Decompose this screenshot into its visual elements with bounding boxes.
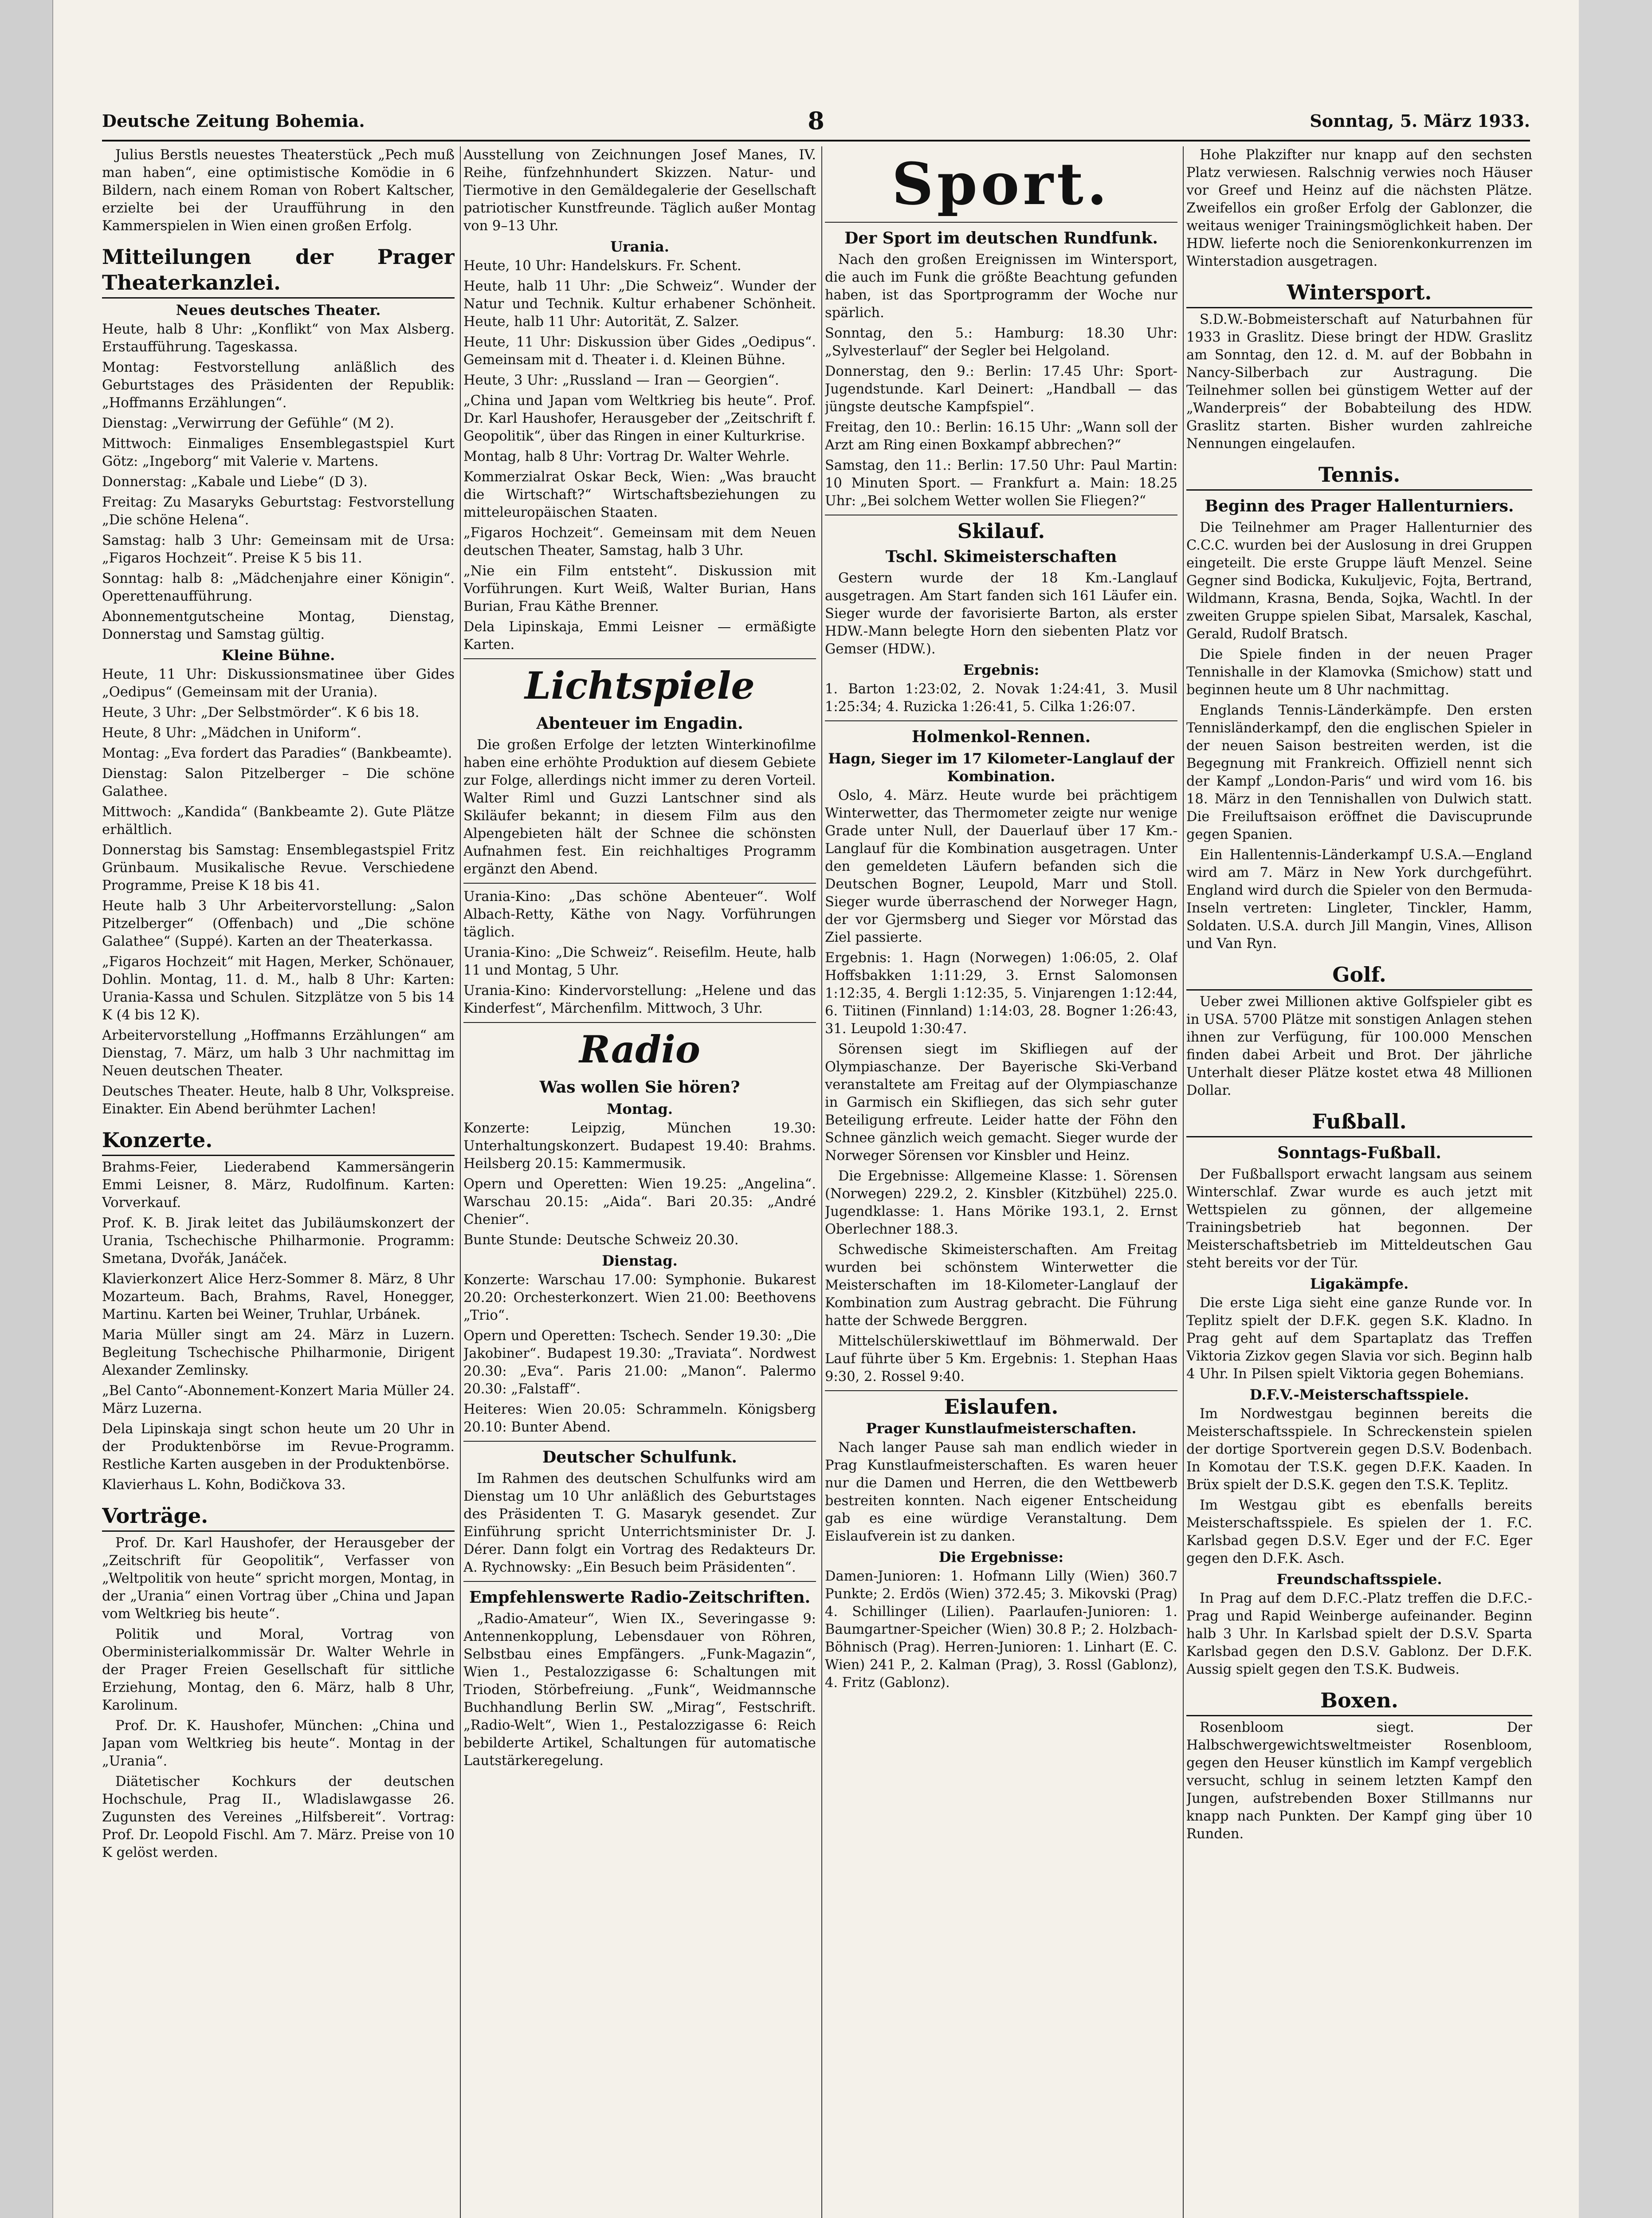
list-item: Heute, halb 11 Uhr: „Die Schweiz“. Wunder der Natur und Technik. Kultur erhabener Schönheit. Heute, halb 11 Uhr: Autorität, Z. Salzer. bbox=[463, 279, 816, 330]
holmenkol-subheading: Hagn, Sieger im 17 Kilometer-Langlauf der Kombination. bbox=[828, 750, 1174, 785]
garmisch-text: Sörensen siegt im Skifliegen auf der Olympiaschanze. Der Bayerische Ski-Verband veranstaltete am Freitag auf der Olympiaschanze in Garmisch ein Skifliegen, das sich sehr guter Beteiligung erfreute. Leider hatte der Föhn den Schnee gänzlich weich gemacht. Sieger wurde der Norweger Sörensen vor Kinsbler und Heinz. bbox=[825, 1042, 1177, 1164]
list-item: Abonnementgutscheine Montag, Dienstag, Donnerstag und Samstag gültig. bbox=[102, 609, 455, 642]
divider bbox=[825, 720, 1177, 721]
divider bbox=[463, 658, 816, 659]
ergebnisse-heading: Die Ergebnisse: bbox=[938, 1549, 1064, 1565]
col4-intro: Hohe Plakzifter nur knapp auf den sechsten Platz verwiesen. Ralschnig verwies noch Häuser vor Greef und Heinz auf die nächsten Plätze. Zweifellos ein großer Erfolg der Gablonzer, die weitaus weniger Trainingsmöglichkeit haben. Der HDW. lieferte noch die Seniorenkonkurrenzen im Winterstadion ausgetragen. bbox=[1186, 147, 1532, 269]
meister-heading: Tschl. Skimeisterschaften bbox=[885, 547, 1117, 566]
zeitschriften-heading: Empfehlenswerte Radio-Zeitschriften. bbox=[469, 1588, 811, 1607]
list-item: Heute, halb 8 Uhr: „Konflikt“ von Max Alsberg. Erstaufführung. Tageskassa. bbox=[102, 322, 455, 355]
issue-date: Sonntag, 5. März 1933. bbox=[1310, 111, 1530, 131]
radio-subheading: Was wollen Sie hören? bbox=[539, 1078, 740, 1097]
film-review: Die großen Erfolge der letzten Winterkinofilme haben eine erhöhte Produktion auf diesem Gebiete zur Folge, allerdings nicht immer zu deren Vorteil. Walter Riml und Guzzi Lantschner sind als Skiläufer bekannt; in diesem Film aus den Alpengebieten hält der Schnee die schönsten Aufnahmen fest. Ein reichhaltiges Programm ergänzt den Abend. bbox=[463, 737, 816, 877]
list-item: „China und Japan vom Weltkrieg bis heute“. Prof. Dr. Karl Haushofer, Herausgeber der „Zeitschrift f. Geopolitik“, über das Ringen in einer Kulturkrise. bbox=[463, 393, 816, 444]
section-konzerte-heading: Konzerte. bbox=[102, 1127, 455, 1156]
eislaufen-subheading: Prager Kunstlaufmeisterschaften. bbox=[866, 1420, 1137, 1437]
list-item: Heute, 8 Uhr: „Mädchen in Uniform“. bbox=[102, 725, 361, 741]
theater-subheading: Neues deutsches Theater. bbox=[176, 302, 381, 319]
column-2 bbox=[463, 146, 816, 2218]
sport-heading: Sport. bbox=[891, 150, 1111, 218]
schulfunk-heading: Deutscher Schulfunk. bbox=[542, 1448, 737, 1467]
fussball-subheading: Sonntags-Fußball. bbox=[1277, 1144, 1441, 1162]
column-1 bbox=[102, 146, 455, 2218]
list-item: Kommerzialrat Oskar Beck, Wien: „Was braucht die Wirtschaft?“ Wirtschaftsbeziehungen zu mitteleuropäischen Staaten. bbox=[463, 469, 816, 520]
list-item: Prof. K. B. Jirak leitet das Jubiläumskonzert der Urania, Tschechische Philharmonie. Programm: Smetana, Dvořák, Janáček. bbox=[102, 1215, 455, 1266]
list-item: Prof. Dr. K. Haushofer, München: „China und Japan vom Weltkrieg bis heute“. Montag in der „Urania“. bbox=[102, 1718, 455, 1769]
skilauf-heading: Skilauf. bbox=[957, 519, 1045, 543]
section-theater-heading: Mitteilungen der Prager Theaterkanzlei. bbox=[102, 244, 455, 299]
list-item: Urania-Kino: „Das schöne Abenteuer“. Wolf Albach-Retty, Käthe von Nagy. Vorführungen täglich. bbox=[463, 889, 816, 940]
list-item: Dela Lipinskaja, Emmi Leisner — ermäßigte Karten. bbox=[463, 619, 816, 653]
boxen-heading: Boxen. bbox=[1186, 1687, 1532, 1716]
list-item: Dela Lipinskaja singt schon heute um 20 Uhr in der Produktenbörse im Revue-Programm. Restliche Karten ausgeben in der Produktenbörse. bbox=[102, 1421, 455, 1472]
dfb-text-2: Im Westgau gibt es ebenfalls bereits Meisterschaftsspiele. Es spielen der 1. F.C. Karlsbad gegen D.S.V. Eger und der F.C. Eger gegen den D.F.K. Asch. bbox=[1186, 1498, 1532, 1566]
list-item: Montag: „Eva fordert das Paradies“ (Bankbeamte). bbox=[102, 746, 452, 761]
list-item: Heute halb 3 Uhr Arbeitervorstellung: „Salon Pitzelberger“ (Offenbach) und „Die schöne Galathee“ (Suppé). Karten an der Theaterkassa. bbox=[102, 898, 455, 949]
scan-left-edge bbox=[0, 0, 53, 2218]
list-item: Arbeitervorstellung „Hoffmanns Erzählungen“ am Dienstag, 7. März, um halb 3 Uhr nachmittag im Neuen deutschen Theater. bbox=[102, 1028, 455, 1079]
list-item: „Figaros Hochzeit“ mit Hagen, Merker, Schönauer, Dohlin. Montag, 11. d. M., halb 8 Uhr: Karten: Urania-Kassa und Schulen. Sitzplätze von 5 bis 14 K (4 bis 12 K). bbox=[102, 954, 455, 1023]
theater-intro: Julius Berstls neuestes Theaterstück „Pech muß man haben“, eine optimistische Komödie in 6 Bildern, nach einem Roman von Robert Kaltscher, erzielte bei der Uraufführung in den Kammerspielen in Wien einen großen Erfolg. bbox=[102, 147, 455, 234]
england-text: Englands Tennis-Länderkämpfe. Den ersten Tennisländerkampf, den die englischen Spieler in der neuen Saison bestreiten werden, ist die Begegnung mit Frankreich. Offiziell nennt sich der Kampf „London-Paris“ und wird vom 16. bis 18. März in den Tennishallen von Dulwich statt. Die Freiluftsaison eröffnet die Daviscuprunde gegen Spanien. bbox=[1186, 703, 1532, 842]
list-item: Bunte Stunde: Deutsche Schweiz 20.30. bbox=[463, 1232, 739, 1248]
golf-heading: Golf. bbox=[1186, 962, 1532, 991]
freundschaft-heading: Freundschaftsspiele. bbox=[1276, 1571, 1442, 1588]
paper-name: Deutsche Zeitung Bohemia. bbox=[102, 111, 365, 131]
list-item: Heute, 11 Uhr: Diskussion über Gides „Oedipus“. Gemeinsam mit d. Theater i. d. Kleinen Bühne. bbox=[463, 334, 816, 368]
boxen-text: Rosenbloom siegt. Der Halbschwergewichtsweltmeister Rosenbloom, gegen den Heuser künstlich im Kampf vergeblich versucht, schlug in seinem letzten Kampf den Jungen, aufstrebenden Boxer Stillmanns nur knapp nach Punkten. Der Kampf ging über 10 Runden. bbox=[1186, 1720, 1532, 1842]
fussball-text: Der Fußballsport erwacht langsam aus seinem Winterschlaf. Zwar wurde es auch jetzt mit Wettspielen zu gönnen, der allgemeine Trainingsbetrieb hat begonnen. Der Meisterschaftsbetrieb im Mitteldeutschen Gau steht bereits vor der Tür. bbox=[1186, 1167, 1532, 1271]
list-item: Opern und Operetten: Tschech. Sender 19.30: „Die Jakobiner“. Budapest 19.30: „Traviata“. Nordwest 20.30: „Eva“. Paris 21.00: „Manon“. Palermo 20.30: „Falstaff“. bbox=[463, 1328, 816, 1397]
golf-text: Ueber zwei Millionen aktive Golfspieler gibt es in USA. 5700 Plätze mit sonstigen Anlagen stehen ihnen zur Verfügung, für 100.000 Menschen finden dabei Arbeit und Brot. Der jährliche Unterhalt dieser Plätze kostet etwa 48 Millionen Dollar. bbox=[1186, 994, 1532, 1098]
list-item: Montag: Festvorstellung anläßlich des Geburtstages des Präsidenten der Republik: „Hoffmanns Erzählungen“. bbox=[102, 360, 455, 411]
list-item: Heiteres: Wien 20.05: Schrammeln. Königsberg 20.10: Bunter Abend. bbox=[463, 1402, 816, 1435]
freundschaft-text: In Prag auf dem D.F.C.-Platz treffen die D.F.C.-Prag und Rapid Weinberge aufeinander. Beginn halb 3 Uhr. In Karlsbad spielt der D.S.V. Sparta Karlsbad gegen den D.S.V. Gablonz. Der D.F.K. Aussig spielt gegen den T.S.K. Budweis. bbox=[1186, 1591, 1532, 1677]
list-item: Dienstag: Salon Pitzelberger – Die schöne Galathee. bbox=[102, 766, 455, 799]
kleine-buehne-heading: Kleine Bühne. bbox=[221, 647, 335, 664]
divider bbox=[463, 1441, 816, 1442]
ergebnisse-list: Damen-Junioren: 1. Hofmann Lilly (Wien) 360.7 Punkte; 2. Erdös (Wien) 372.45; 3. Mikovski (Prag) 4. Schillinger (Lilien). Paarlaufen-Junioren: 1. Baumgartner-Speicher (Wien) 30.8 P.; 2. Holzbach-Böhnisch (Prag). Herren-Junioren: 1. Linhart (E. C. Wien) 241 P., 2. Kalman (Prag), 3. Rossl (Gablonz), 4. Fritz (Gablonz). bbox=[825, 1569, 1177, 1691]
column-3 bbox=[825, 146, 1177, 2218]
fussball-heading: Fußball. bbox=[1186, 1109, 1532, 1137]
liga-text: Die erste Liga sieht eine ganze Runde vor. In Teplitz spielt der D.F.K. gegen S.K. Kladno. In Prag geht auf dem Spartaplatz das Treffen Viktoria Zizkov gegen Slavia vor sich. Beginn halb 4 Uhr. In Pilsen spielt Viktoria gegen Bohemians. bbox=[1186, 1295, 1532, 1382]
list-item: Montag, halb 8 Uhr: Vortrag Dr. Walter Wehrle. bbox=[463, 449, 790, 464]
column-divider bbox=[460, 146, 461, 2218]
meister-text: Gestern wurde der 18 Km.-Langlauf ausgetragen. Am Start fanden sich 161 Läufer ein. Sieger wurde der favorisierte Barton, als erster HDW.-Mann belegte Horn den siebenten Platz vor Gemser (HDW.). bbox=[825, 570, 1177, 657]
column-divider bbox=[1183, 146, 1184, 2218]
list-item: Sonntag, den 5.: Hamburg: 18.30 Uhr: „Sylvesterlauf“ der Segler bei Helgoland. bbox=[825, 326, 1177, 359]
list-item: Ausstellung von Zeichnungen Josef Manes, IV. Reihe, fünfzehnhundert Skizzen. Natur- und Tiermotive in den Gemäldegalerie der Gesellschaft patriotischer Kunstfreunde. Täglich außer Montag von 9–13 Uhr. bbox=[463, 147, 816, 234]
ergebnis-label: Ergebnis: bbox=[963, 661, 1040, 678]
list-item: Konzerte: Warschau 17.00: Symphonie. Bukarest 20.20: Orchesterkonzert. Wien 21.00: Beethovens „Trio“. bbox=[463, 1272, 816, 1323]
list-item: „Bel Canto“-Abonnement-Konzert Maria Müller 24. März Luzerna. bbox=[102, 1383, 455, 1416]
list-item: Donnerstag, den 9.: Berlin: 17.45 Uhr: Sport-Jugendstunde. Karl Deinert: „Handball — das jüngste deutsche Kampfspiel“. bbox=[825, 364, 1177, 415]
list-item: Prof. Dr. Karl Haushofer, der Herausgeber der „Zeitschrift für Geopolitik“, Verfasser von „Weltpolitik von heute“ spricht morgen, Montag, in der „Urania“ einen Vortrag über „China und Japan vom Weltkrieg bis heute“. bbox=[102, 1535, 455, 1622]
radio-day-heading: Dienstag. bbox=[602, 1252, 678, 1269]
tennis-subheading: Beginn des Prager Hallenturniers. bbox=[1205, 497, 1514, 515]
radio-day-heading: Montag. bbox=[606, 1101, 673, 1117]
boehmerwald-text: Mittelschülerskiwettlauf im Böhmerwald. Der Lauf führte über 5 Km. Ergebnis: 1. Stephan Haas 9:30, 2. Rossel 9:40. bbox=[825, 1333, 1177, 1384]
tennis-heading: Tennis. bbox=[1186, 462, 1532, 491]
list-item: Konzerte: Leipzig, München 19.30: Unterhaltungskonzert. Budapest 19.40: Brahms. Heilsberg 20.15: Kammermusik. bbox=[463, 1121, 816, 1172]
holmenkol-text: Oslo, 4. März. Heute wurde bei prächtigem Winterwetter, das Thermometer zeigte nur wenige Grade unter Null, der Dauerlauf über 17 Km.-Langlauf für die Kombination ausgetragen. Unter den gemeldeten Läufern befanden sich die Deutschen Bogner, Leupold, Marr und Stoll. Sieger wurde überraschend der Norweger Hagn, der vor Gjermsberg und Sieger vor Mörstad das Ziel passierte. bbox=[825, 788, 1177, 945]
divider bbox=[825, 1390, 1177, 1391]
list-item: Heute, 3 Uhr: „Der Selbstmörder“. K 6 bis 18. bbox=[102, 705, 420, 720]
list-item: Heute, 3 Uhr: „Russland — Iran — Georgien“. bbox=[463, 373, 779, 388]
divider bbox=[825, 222, 1177, 223]
wintersport-heading: Wintersport. bbox=[1186, 279, 1532, 308]
masthead bbox=[102, 106, 1530, 138]
list-item: Dienstag: „Verwirrung der Gefühle“ (M 2). bbox=[102, 416, 394, 431]
divider bbox=[463, 883, 816, 884]
list-item: Brahms-Feier, Liederabend Kammersängerin Emmi Leisner, 8. März, Rudolfinum. Karten: Vorverkauf. bbox=[102, 1160, 455, 1211]
list-item: Maria Müller singt am 24. März in Luzern. Begleitung Tschechische Philharmonie, Dirigent Alexander Zemlinsky. bbox=[102, 1327, 455, 1378]
list-item: Samstag: halb 3 Uhr: Gemeinsam mit de Ursa: „Figaros Hochzeit“. Preise K 5 bis 11. bbox=[102, 533, 455, 566]
film-title: Abenteuer im Engadin. bbox=[536, 714, 743, 733]
eislaufen-text: Nach langer Pause sah man endlich wieder in Prag Kunstlaufmeisterschaften. Es waren heuer nur die Damen und Herren, die den Wettbewerb bestreiten konnten. Nach eigener Entscheidung gab es eine würdige Veranstaltung. Dem Eislaufverein ist zu danken. bbox=[825, 1440, 1177, 1544]
section-vortraege-heading: Vorträge. bbox=[102, 1503, 455, 1532]
rundfunk-text: Nach den großen Ereignissen im Wintersport, die auch im Funk die größte Beachtung gefunden haben, ist das Sportprogramm der Woche nur spärlich. bbox=[825, 252, 1177, 321]
list-item: „Nie ein Film entsteht“. Diskussion mit Vorführungen. Kurt Weiß, Walter Burian, Hans Burian, Frau Käthe Brenner. bbox=[463, 563, 816, 614]
scan-right-edge bbox=[1579, 0, 1652, 2218]
holmenkol-heading: Holmenkol-Rennen. bbox=[911, 728, 1091, 746]
list-item: Donnerstag: „Kabale und Liebe“ (D 3). bbox=[102, 474, 368, 490]
divider bbox=[463, 1581, 816, 1582]
dfb-heading: D.F.V.-Meisterschaftsspiele. bbox=[1249, 1386, 1469, 1403]
newspaper-page bbox=[53, 0, 1579, 2218]
divider bbox=[463, 1022, 816, 1023]
masthead-rule bbox=[102, 140, 1530, 142]
list-item: Urania-Kino: Kindervorstellung: „Helene und das Kinderfest“, Märchenfilm. Mittwoch, 3 Uhr. bbox=[463, 983, 816, 1016]
lichtspiele-heading: Lichtspiele bbox=[525, 664, 755, 708]
list-item: Diätetischer Kochkurs der deutschen Hochschule, Prag II., Wladislawgasse 26. Zugunsten des Vereines „Hilfsbereit“. Vortrag: Prof. Dr. Leopold Fischl. Am 7. März. Preise von 10 K gelöst werden. bbox=[102, 1774, 455, 1860]
eislaufen-heading: Eislaufen. bbox=[944, 1395, 1059, 1419]
ergebnis-text: 1. Barton 1:23:02, 2. Novak 1:24:41, 3. Musil 1:25:34; 4. Ruzicka 1:26:41, 5. Cilka 1:26:07. bbox=[825, 681, 1177, 715]
list-item: Klavierkonzert Alice Herz-Sommer 8. März, 8 Uhr Mozarteum. Bach, Brahms, Ravel, Honegger, Martinu. Karten bei Weiner, Truhlar, Urbánek. bbox=[102, 1271, 455, 1322]
zeitschriften-text: „Radio-Amateur“, Wien IX., Severingasse 9: Antennenkopplung, Lebensdauer von Röhren, Selbstbau eines Empfängers. „Funk-Magazin“, Wien 1., Pestalozzigasse 6: Schaltungen mit Trioden, Störbefreiung. „Funk“, Weidmannsche Buchhandlung Berlin SW. „Mirag“, Festschrift. „Radio-Welt“, Wien 1., Pestalozzigasse 6: Reich bebilderte Artikel, Schaltungen für automatische Lautstärkeregelung. bbox=[463, 1611, 816, 1769]
list-item: Klavierhaus L. Kohn, Bodičkova 33. bbox=[102, 1477, 346, 1493]
column-divider bbox=[821, 146, 822, 2218]
rundfunk-heading: Der Sport im deutschen Rundfunk. bbox=[844, 229, 1158, 248]
list-item: Freitag, den 10.: Berlin: 16.15 Uhr: „Wann soll der Arzt am Ring einen Boxkampf abbrechen?“ bbox=[825, 420, 1177, 453]
tennis-text-2: Die Spiele finden in der neuen Prager Tennishalle in der Klamovka (Smichow) statt und beginnen heute um 8 Uhr nachmittag. bbox=[1186, 647, 1532, 698]
dfb-text: Im Nordwestgau beginnen bereits die Meisterschaftsspiele. In Schreckenstein spielen der dortige Sportverein gegen D.S.V. Bodenbach. In Komotau der T.S.K. gegen D.F.K. Kaaden. In Brüx spielt der D.S.K. gegen den T.S.K. Teplitz. bbox=[1186, 1406, 1532, 1493]
list-item: Deutsches Theater. Heute, halb 8 Uhr, Volkspreise. Einakter. Ein Abend berühmter Lachen! bbox=[102, 1084, 455, 1117]
wintersport-text: S.D.W.-Bobmeisterschaft auf Naturbahnen für 1933 in Graslitz. Diese bringt der HDW. Graslitz am Sonntag, den 12. d. M. auf der Bobbahn in Nancy-Silberbach zur Austragung. Die Teilnehmer sollen bei günstigem Wetter auf der „Wanderpreis“ der Bobabteilung des HDW. Graslitz starten. Bisher wurden zahlreiche Nennungen eingelaufen. bbox=[1186, 312, 1532, 452]
list-item: Freitag: Zu Masaryks Geburtstag: Festvorstellung „Die schöne Helena“. bbox=[102, 495, 455, 528]
page-number: 8 bbox=[808, 106, 824, 135]
list-item: „Figaros Hochzeit“. Gemeinsam mit dem Neuen deutschen Theater, Samstag, halb 3 Uhr. bbox=[463, 525, 816, 558]
ergebnisse-text: Die Ergebnisse: Allgemeine Klasse: 1. Sörensen (Norwegen) 229.2, 2. Kinsbler (Kitzbühel) 225.0. Jugendklasse: 1. Hans Mörike 193.1, 2. Ernst Oberlechner 188.3. bbox=[825, 1168, 1177, 1237]
holmenkol-result: Ergebnis: 1. Hagn (Norwegen) 1:06:05, 2. Olaf Hoffsbakken 1:11:29, 3. Ernst Salomonsen 1:12:35, 4. Bergli 1:12:35, 5. Vinjarengen 1:12:44, 6. Tiitinen (Finnland) 1:14:03, 28. Bogner 1:26:43, 31. Leupold 1:30:47. bbox=[825, 950, 1177, 1037]
tennis-text: Die Teilnehmer am Prager Hallenturnier des C.C.C. wurden bei der Auslosung in drei Gruppen eingeteilt. Die erste Gruppe läuft Menzel. Seine Gegner sind Bodicka, Kukuljevic, Fojta, Bertrand, Wildmann, Krasna, Benda, Sojka, Wachtl. In der zweiten Gruppe spielen Sibat, Marsalek, Kaschal, Gerald, Rudolf Bratsch. bbox=[1186, 520, 1532, 642]
liga-heading: Ligakämpfe. bbox=[1310, 1275, 1409, 1292]
list-item: Opern und Operetten: Wien 19.25: „Angelina“. Warschau 20.15: „Aida“. Bari 20.35: „André Chenier“. bbox=[463, 1176, 816, 1227]
list-item: Politik und Moral, Vortrag von Oberministerialkommissär Dr. Walter Wehrle in der Prager Freien Gesellschaft für sittliche Erziehung, Montag, den 6. März, halb 8 Uhr, Karolinum. bbox=[102, 1627, 455, 1713]
list-item: Heute, 10 Uhr: Handelskurs. Fr. Schent. bbox=[463, 258, 742, 274]
list-item: Mittwoch: Einmaliges Ensemblegastspiel Kurt Götz: „Ingeborg“ mit Valerie v. Martens. bbox=[102, 436, 455, 469]
list-item: Donnerstag bis Samstag: Ensemblegastspiel Fritz Grünbaum. Musikalische Revue. Verschiedene Programme, Preise K 18 bis 41. bbox=[102, 842, 455, 893]
list-item: Sonntag: halb 8: „Mädchenjahre einer Königin“. Operettenaufführung. bbox=[102, 571, 455, 604]
list-item: Urania-Kino: „Die Schweiz“. Reisefilm. Heute, halb 11 und Montag, 5 Uhr. bbox=[463, 945, 816, 978]
list-item: Mittwoch: „Kandida“ (Bankbeamte 2). Gute Plätze erhältlich. bbox=[102, 804, 455, 838]
list-item: Heute, 11 Uhr: Diskussionsmatinee über Gides „Oedipus“ (Gemeinsam mit der Urania). bbox=[102, 667, 455, 700]
list-item: Samstag, den 11.: Berlin: 17.50 Uhr: Paul Martin: 10 Minuten Sport. — Frankfurt a. Main: 18.25 Uhr: „Bei solchem Wetter wollen Sie Fliegen?“ bbox=[825, 458, 1177, 509]
urania-heading: Urania. bbox=[610, 238, 669, 255]
schulfunk-text: Im Rahmen des deutschen Schulfunks wird am Dienstag um 10 Uhr anläßlich des Geburtstages des Präsidenten T. G. Masaryk gesendet. Zur Einführung spricht Unterrichtsminister Dr. J. Dérer. Dann folgt ein Vortrag des Redakteurs Dr. A. Rychnowsky: „Ein Besuch beim Präsidenten“. bbox=[463, 1471, 816, 1575]
halle-text: Ein Hallentennis-Länderkampf U.S.A.—England wird am 7. März in New York durchgeführt. England wird durch die Spieler von den Bermuda-Inseln vertreten: Lingleter, Tinckler, Hamm, Soldaten. U.S.A. durch Jill Mangin, Vines, Allison und Van Ryn. bbox=[1186, 847, 1532, 952]
radio-heading: Radio bbox=[579, 1027, 700, 1071]
schwedische-text: Schwedische Skimeisterschaften. Am Freitag wurden bei schönstem Winterwetter die Meisterschaften im 18-Kilometer-Langlauf der Kombination zum Austrag gebracht. Die Führung hatte der Schwede Berggren. bbox=[825, 1242, 1177, 1329]
column-4 bbox=[1186, 146, 1532, 2218]
